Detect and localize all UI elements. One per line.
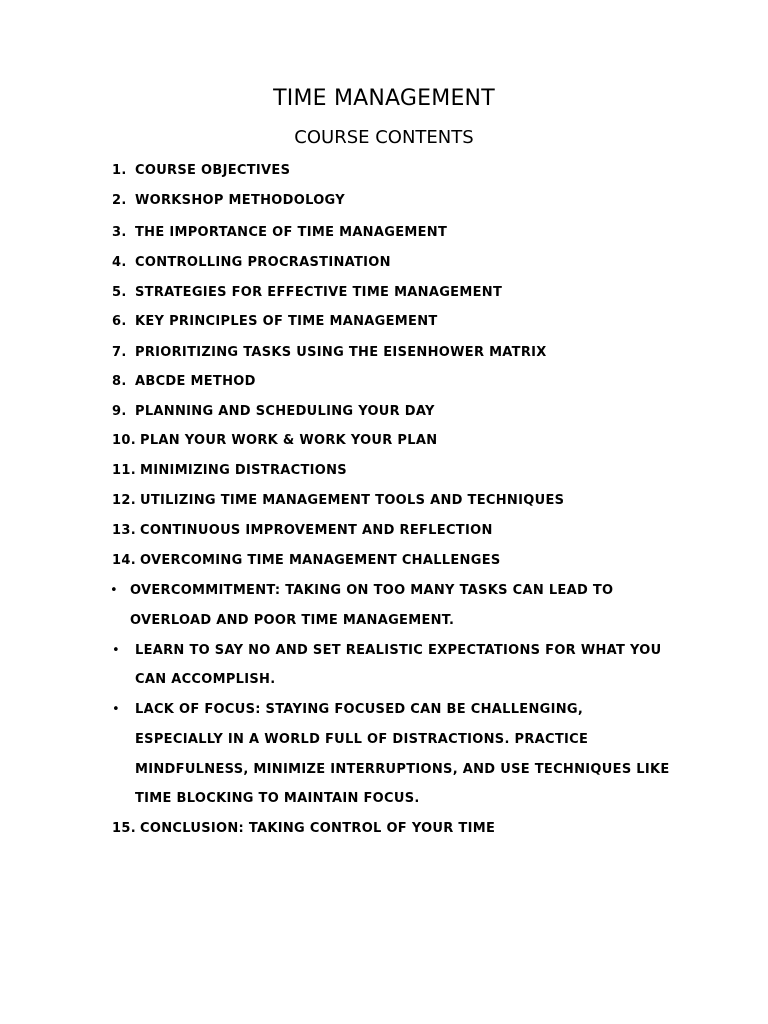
item-number: 15. xyxy=(112,821,136,836)
bullet-icon: • xyxy=(112,643,120,658)
item-text: UTILIZING TIME MANAGEMENT TOOLS AND TECHNIQUES xyxy=(140,493,565,508)
page-subtitle: COURSE CONTENTS xyxy=(294,127,474,148)
item-number: 3. xyxy=(112,225,127,240)
list-item xyxy=(112,314,438,330)
list-item xyxy=(112,493,564,509)
item-text: CONCLUSION: TAKING CONTROL OF YOUR TIME xyxy=(140,821,496,836)
item-text: COURSE OBJECTIVES xyxy=(135,163,291,178)
item-number: 10. xyxy=(112,433,136,448)
item-text: CONTROLLING PROCRASTINATION xyxy=(135,255,391,270)
item-text: ABCDE METHOD xyxy=(135,374,256,389)
list-item xyxy=(112,553,501,569)
list-item xyxy=(112,285,502,301)
list-item xyxy=(112,433,437,449)
bullet-text-line: LACK OF FOCUS: STAYING FOCUSED CAN BE CHALLENGING, xyxy=(135,702,584,717)
page-title: TIME MANAGEMENT xyxy=(273,86,495,111)
bullet-text-line: CAN ACCOMPLISH. xyxy=(135,672,276,687)
item-text: WORKSHOP METHODOLOGY xyxy=(135,193,345,208)
item-number: 4. xyxy=(112,255,127,270)
list-item xyxy=(112,821,495,837)
bullet-icon: • xyxy=(112,702,120,717)
bullet-text-line: OVERCOMMITMENT: TAKING ON TOO MANY TASKS CAN LEAD TO xyxy=(130,583,614,598)
item-text: PRIORITIZING TASKS USING THE EISENHOWER MATRIX xyxy=(135,345,547,360)
item-number: 13. xyxy=(112,523,136,538)
bullet-icon: • xyxy=(110,583,118,598)
item-number: 6. xyxy=(112,314,127,329)
list-item xyxy=(112,345,547,361)
item-number: 1. xyxy=(112,163,127,178)
item-number: 8. xyxy=(112,374,127,389)
item-text: MINIMIZING DISTRACTIONS xyxy=(140,463,347,478)
item-text: CONTINUOUS IMPROVEMENT AND REFLECTION xyxy=(140,523,493,538)
item-text: THE IMPORTANCE OF TIME MANAGEMENT xyxy=(135,225,448,240)
bullet-text-line: MINDFULNESS, MINIMIZE INTERRUPTIONS, AND USE TECHNIQUES LIKE xyxy=(135,762,670,777)
item-number: 9. xyxy=(112,404,127,419)
list-item xyxy=(112,163,290,179)
item-text: OVERCOMING TIME MANAGEMENT CHALLENGES xyxy=(140,553,501,568)
item-text: KEY PRINCIPLES OF TIME MANAGEMENT xyxy=(135,314,438,329)
item-number: 2. xyxy=(112,193,127,208)
list-item xyxy=(112,255,391,271)
item-text: STRATEGIES FOR EFFECTIVE TIME MANAGEMENT xyxy=(135,285,503,300)
item-number: 11. xyxy=(112,463,136,478)
bullet-text-line: OVERLOAD AND POOR TIME MANAGEMENT. xyxy=(130,613,455,628)
bullet-text-line: ESPECIALLY IN A WORLD FULL OF DISTRACTIONS. PRACTICE xyxy=(135,732,589,747)
list-item xyxy=(112,193,345,209)
list-item xyxy=(112,523,493,539)
item-number: 5. xyxy=(112,285,127,300)
bullet-text-line: TIME BLOCKING TO MAINTAIN FOCUS. xyxy=(135,791,420,806)
bullet-text-line: LEARN TO SAY NO AND SET REALISTIC EXPECTATIONS FOR WHAT YOU xyxy=(135,643,662,658)
list-item xyxy=(112,404,435,420)
item-number: 12. xyxy=(112,493,136,508)
item-number: 14. xyxy=(112,553,136,568)
item-text: PLANNING AND SCHEDULING YOUR DAY xyxy=(135,404,435,419)
item-number: 7. xyxy=(112,345,127,360)
list-item xyxy=(112,374,256,390)
list-item xyxy=(112,225,447,241)
list-item xyxy=(112,463,347,479)
item-text: PLAN YOUR WORK & WORK YOUR PLAN xyxy=(140,433,438,448)
